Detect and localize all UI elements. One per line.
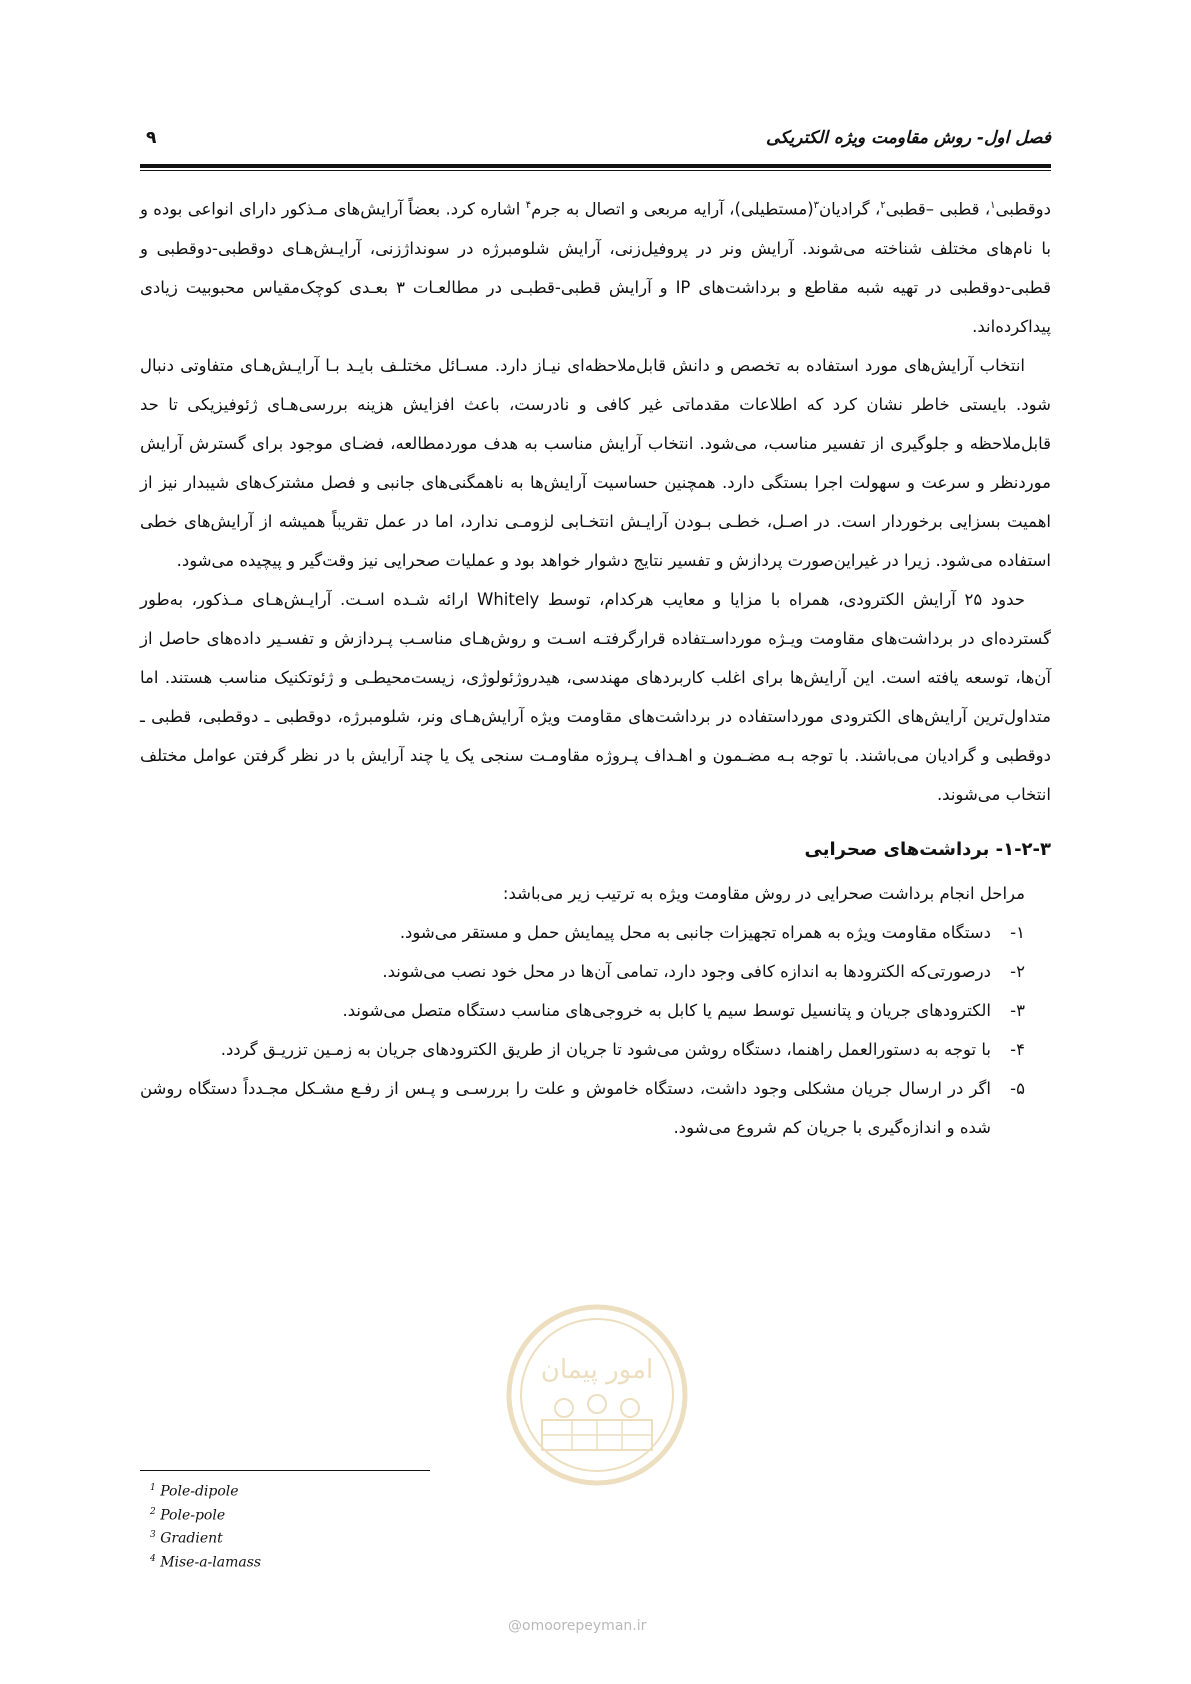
header-rule-thick [140,164,1051,168]
step-number: ۴- [1010,1039,1025,1059]
page-header [140,128,1051,162]
footnote: $^2$ Pole-pole [150,1506,226,1524]
paragraph-text: حدود ۲۵ آرایش الکترودی، همراه با مزایا و معایب هرکدام، توسط Whitely ارائه شـده اسـت. آرایـش‌هـای مـذکور، به‌طور گسترده‌ای در برداشت‌های مقاومت ویـژه مورداسـتفاده قرارگرفتـه اسـت و روش‌هـای مناسـب پـردازش و تفسـیر داده‌های حاصل از آن‌ها، توسعه یافته است. این آرایش‌ها برای اغلب کاربردهای مهندسی، هیدروژئولوژی، زیست‌محیطـی و ژئوتکنیک مناسب هستند. اما متداول‌ترین آرایش‌های الکترودی مورداستفاده در برداشت‌های مقاومت ویژه آرایش‌هـای ونر، شلومبرژه، دوقطبی ـ دوقطبی، قطبی ـ دوقطبی و گرادیان می‌باشند. با توجه بـه مضـمون و اهـداف پـروژه مقاومـت سنجی یک یا چند آرایش با در نظر گرفتن عوامل مختلف انتخاب می‌شوند. [140,589,1051,804]
list-item [140,1030,1051,1069]
header-rule-thin [140,170,1051,171]
list-item [140,952,1051,991]
footnote-divider [140,1470,430,1471]
step-text: الکترودهای جریان و پتانسیل توسط سیم یا کابل به خروجی‌های مناسب دستگاه متصل می‌شوند. [342,1000,991,1020]
footnote: $^1$ Pole-dipole [150,1483,239,1500]
step-text: دستگاه مقاومت ویژه به همراه تجهیزات جانبی به محل پیمایش حمل و مستقر می‌شود. [399,922,991,942]
paragraph-3 [140,580,1051,814]
section-intro: مراحل انجام برداشت صحرایی در روش مقاومت ویژه به ترتیب زیر می‌باشد: [502,883,1025,903]
paragraph-text: دوقطبی [995,199,1052,219]
footnote-ref: ۲ [880,200,886,211]
seal-logo-icon [502,1300,692,1490]
footnotes [150,1478,261,1573]
footnote: $^4$ Mise-a-lamass [150,1553,262,1571]
paragraph-text: اشاره کرد. بعضاً آرایش‌های مـذکور دارای انواعی بوده و با نام‌های مختلف شناخته می‌شوند. آرایش ونر در پروفیل‌زنی، آرایش شلومبرژه در سونداژزنی، آرایـش‌هـای دوقطبی-دوقطبی و قطبی-دوقطبی در تهیه شبه مقاطع و برداشت‌های IP و آرایش قطبی-قطبـی در مطالعـات ۳ بعـدی کوچک‌مقیاس محبوبیت زیادی پیداکرده‌اند. [140,199,1051,336]
step-number: ۱- [1010,922,1025,942]
section-heading: ۱-۲-۳- برداشت‌های صحرایی [804,838,1051,860]
step-text: درصورتی‌که الکترودها به اندازه کافی وجود دارد، تمامی آن‌ها در محل خود نصب می‌شوند. [382,961,991,981]
paragraph-text: ، قطبی –قطبی [885,199,991,219]
page-number: ۹ [146,128,157,148]
paragraph-2 [140,346,1051,580]
step-number: ۲- [1010,961,1025,981]
step-text: اگر در ارسال جریان مشکلی وجود داشت، دستگاه خاموش و علت را بررسـی و پـس از رفـع مشـکل مجـدداً دستگاه روشن شده و اندازه‌گیری با جریان کم شروع می‌شود. [140,1078,991,1137]
steps-list [140,913,1051,1147]
paragraph-text: (مستطیلی)، آرایه مربعی و اتصال به جرم [531,199,814,219]
step-number: ۳- [1010,1000,1025,1020]
paragraph-1 [140,186,1051,346]
footnote-ref: ۱ [990,200,996,211]
step-number: ۵- [1010,1078,1025,1098]
paragraph-text: ، گرادیان [819,199,881,219]
chapter-title: فصل اول- روش مقاومت ویژه الکتریکی [765,128,1051,148]
footnote-ref: ۴ [525,200,532,211]
step-text: با توجه به دستورالعمل راهنما، دستگاه روشن می‌شود تا جریان از طریق الکترودهای جریان به زمـین تزریـق گردد. [220,1039,991,1059]
page-body [140,186,1051,1147]
watermark-url: @omoorepeyman.ir [508,1618,647,1634]
footnote-ref: ۳ [813,200,820,211]
list-item [140,991,1051,1030]
watermark-logo-text: امور پیمان [540,1355,654,1385]
list-item [140,913,1051,952]
list-item [140,1069,1051,1147]
footnote: $^3$ Gradient [150,1530,223,1547]
paragraph-text: انتخاب آرایش‌های مورد استفاده به تخصص و دانش قابل‌ملاحظه‌ای نیـاز دارد. مسـائل مختلـف بایـد بـا آرایـش‌هـای متفاوتی دنبال شود. بایستی خاطر نشان کرد که اطلاعات مقدماتی غیر کافی و نادرست، باعث افزایش هزینه بررسی‌هـای ژئوفیزیکی تا حد قابل‌ملاحظه و جلوگیری از تفسیر مناسب، می‌شود. انتخاب آرایش مناسب به هدف موردمطالعه، فضـای موجود برای گسترش آرایش موردنظر و سرعت و سهولت اجرا بستگی دارد. همچنین حساسیت آرایش‌ها به ناهمگنی‌های جانبی و فصل مشترک‌های شیبدار نیز از اهمیت بسزایی برخوردار است. در اصـل، خطـی بـودن آرایـش انتخـابی لزومـی ندارد، اما در عمل تقریباً همیشه از آرایش‌های خطی استفاده می‌شود. زیرا در غیراین‌صورت پردازش و تفسیر نتایج دشوار خواهد بود و عملیات صحرایی نیز وقت‌گیر و پیچیده می‌شود. [140,355,1051,570]
